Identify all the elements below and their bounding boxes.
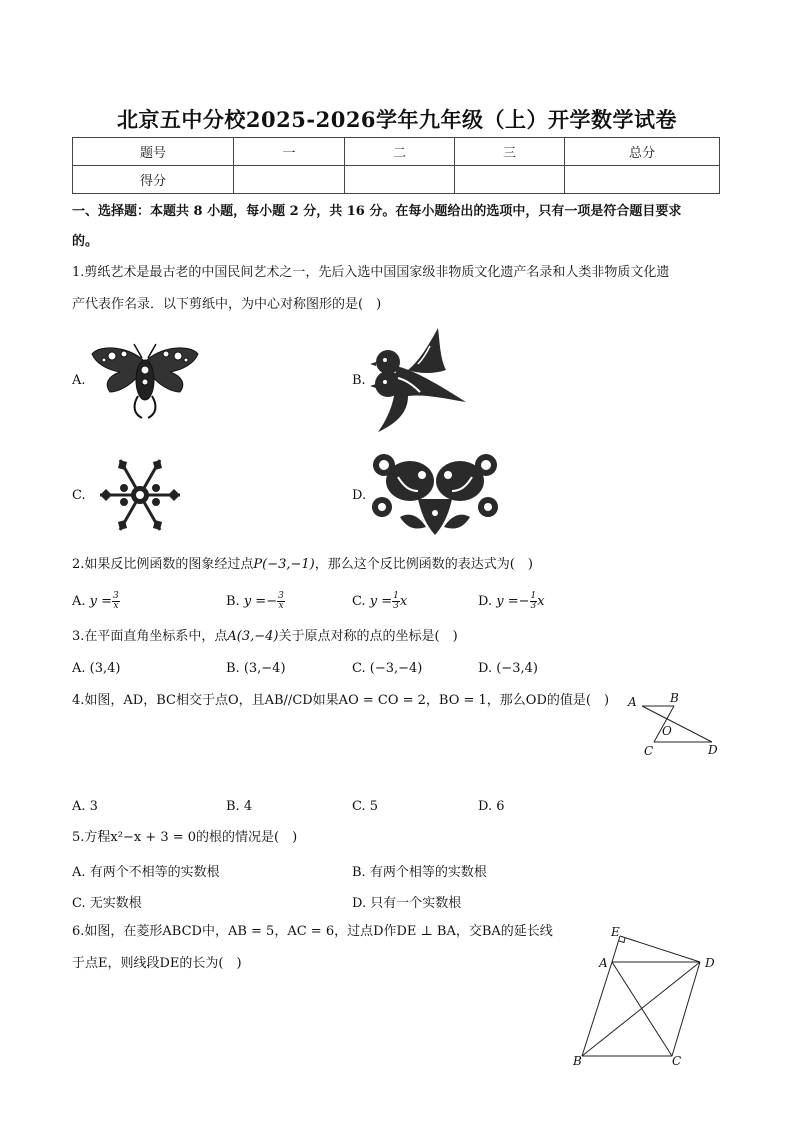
q3-point: A(3,−4) [227,629,279,644]
q2-option-a [72,592,120,611]
q3-option-c: C. (−3,−4) [352,661,423,676]
q1-swallow-papercut-image [368,326,468,434]
option-label: D. [478,594,493,609]
label-c: C [672,1054,682,1068]
score-table-score-row [73,166,720,194]
fraction [112,592,120,611]
label-a: A [628,695,637,709]
option-lhs: y = [496,594,519,609]
q5-option-b: B. 有两个相等的实数根 [352,865,487,880]
label-b: B [670,691,679,705]
label-d: D [705,956,715,970]
option-lhs: y = [369,594,393,609]
q2-stem [72,557,533,573]
q2-point: P(−3,−1) [253,557,315,572]
q1-option-a-label: A. [72,373,86,388]
q3-option-a: A. (3,4) [72,661,121,676]
section1-heading-cont: 的。 [72,234,99,249]
q2-option-b [226,592,285,611]
q3-stem-text: 3.在平面直角坐标系中，点 [72,629,228,644]
label-b: B [573,1054,582,1068]
q1-stem-cont: 产代表作名录．以下剪纸中，为中心对称图形的是( ) [72,297,382,312]
score-table-header-cell: 一 [234,138,345,166]
q4-stem: 4.如图，AD，BC相交于点O，且AB//CD如果AO = CO = 2，BO = 1，那么OD的值是( ) [72,693,610,708]
score-cell[interactable] [234,166,345,194]
q2-option-d [478,592,545,611]
q6-rhombus-figure [566,922,726,1070]
q1-option-d-label: D. [352,488,367,503]
fraction-denominator: x [113,601,119,611]
option-label: B. [226,594,240,609]
q3-option-b: B. (3,−4) [226,661,286,676]
q2-option-c [352,592,407,611]
label-o: O [662,724,672,738]
segment-de [620,936,700,962]
q1-butterfly-papercut-image [90,340,200,420]
score-table-header-cell: 题号 [73,138,234,166]
q2-stem-text: 2.如果反比例函数的图象经过点 [72,557,254,572]
exam-title: 北京五中分校2025-2026学年九年级（上）开学数学试卷 [116,107,678,132]
score-cell[interactable] [455,166,565,194]
q4-option-c: C. 5 [352,799,379,814]
fraction-numerator: 3 [278,591,284,601]
q3-option-d: D. (−3,4) [478,661,538,676]
q1-stem: 1.剪纸艺术是最古老的中国民间艺术之一，先后入选中国国家级非物质文化遗产名录和人类非物质文化遗 [72,265,670,280]
option-lhs: y = [243,594,267,609]
fraction-denominator: 3 [530,601,537,611]
fraction-numerator: 1 [393,591,399,601]
q3-stem [72,629,458,645]
extension-ae [612,936,620,962]
q5-option-c: C. 无实数根 [72,896,142,911]
score-table-header-cell: 总分 [565,138,720,166]
option-lhs: y = [89,594,113,609]
diagonal-bd [582,962,700,1056]
right-angle-mark [619,938,625,943]
score-table-header-cell: 二 [345,138,455,166]
label-a: A [599,956,608,970]
q5-option-a: A. 有两个不相等的实数根 [72,865,220,880]
score-cell[interactable] [345,166,455,194]
fraction [392,592,400,611]
option-sign: − [266,594,278,609]
q4-option-a: A. 3 [72,799,98,814]
score-table-row-label: 得分 [73,166,234,194]
label-c: C [644,744,654,758]
option-label: C. [352,594,366,609]
fraction-denominator: 3 [393,601,399,611]
fraction-numerator: 3 [113,591,119,601]
q2-stem-text-end: ，那么这个反比例函数的表达式为( ) [314,557,533,572]
q1-option-b-label: B. [352,373,366,388]
section1-heading: 一、选择题：本题共 8 小题，每小题 2 分，共 16 分。在每小题给出的选项中，只有一项是符合题目要求 [72,204,682,219]
option-label: A. [72,594,86,609]
q3-stem-text-end: 关于原点对称的点的坐标是( ) [278,629,458,644]
q1-fish-papercut-image [370,447,500,539]
q4-option-d: D. 6 [478,799,505,814]
q1-option-c-label: C. [72,488,86,503]
label-d: D [708,743,718,757]
segment-ab [582,962,612,1056]
segment-ad [642,706,712,742]
fraction-numerator: 1 [530,591,537,601]
q1-snowflake-papercut-image [90,450,190,540]
label-e: E [611,925,620,939]
q6-stem-cont: 于点E，则线段DE的长为( ) [72,956,242,971]
option-tail: x [399,594,408,609]
q6-stem: 6.如图，在菱形ABCD中，AB = 5，AC = 6，过点D作DE ⊥ BA，交BA的延长线 [72,924,553,939]
segment-cd [672,962,700,1056]
score-cell[interactable] [565,166,720,194]
score-table-header-row [73,138,720,166]
diagonal-ac [612,962,672,1056]
q4-option-b: B. 4 [226,799,253,814]
option-tail: x [537,594,545,609]
fraction [277,592,285,611]
score-table-header-cell: 三 [455,138,565,166]
fraction-denominator: x [278,601,284,611]
q5-stem: 5.方程x²−x + 3 = 0的根的情况是( ) [72,830,298,845]
score-table [72,137,720,194]
q5-option-d: D. 只有一个实数根 [352,896,462,911]
option-sign: − [518,594,530,609]
q4-geometry-figure [624,690,724,760]
